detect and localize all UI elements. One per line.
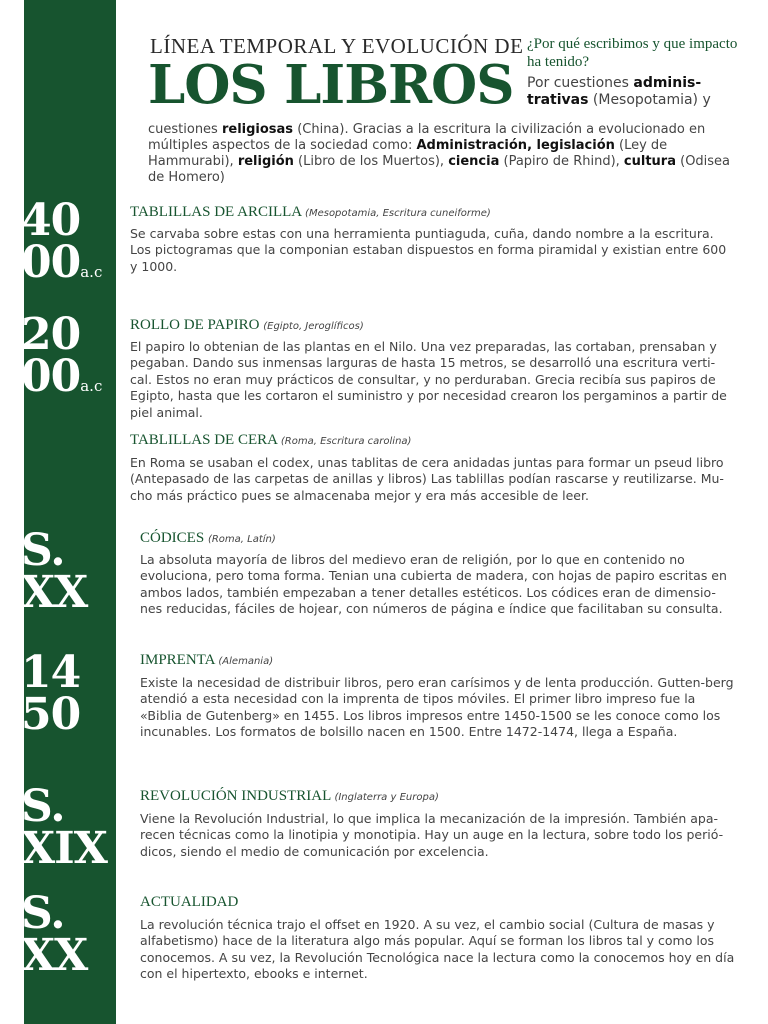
section-title-tablillas-cera: TABLILLAS DE CERA (Roma, Escritura carolina) (130, 432, 412, 448)
timeline-date-4000ac: 40 00a.c (21, 195, 103, 288)
section-body-revolucion-industrial: Viene la Revolución Industrial, lo que implica la mecanización de la impresión. También apa-recen técnicas como la linotipia y monotipia. Hay un auge en la lectura, sobre todo los perió-dicos, siendo el medio de comunicación por excelencia. (140, 811, 724, 859)
timeline-date-sxx-actualidad: S. XX (21, 888, 88, 981)
section-title-revolucion-industrial: REVOLUCIÓN INDUSTRIAL (Inglaterra y Europa) (140, 788, 439, 804)
section-body-rollo-papiro: El papiro lo obtenian de las plantas en el Nilo. Una vez preparadas, las cortaban, prensaban y pegaban. Dando sus inmensas larguras de hasta 15 metros, se desarrolló una escritura verti-cal. Estos no eran muy prácticos de consultar, y no perduraban. Grecia recibía sus papiros de Egipto, hasta que les cortaron el suministro y por necesidad crearon los pergaminos a partir de piel animal. (130, 339, 727, 420)
intro-text-start: Por cuestiones adminis-trativas (Mesopotamia) y (527, 75, 711, 108)
timeline-date-sxx-codices: S. XX (21, 525, 88, 618)
section-body-codices: La absoluta mayoría de libros del medievo eran de religión, por lo que en contenido no evoluciona, pero toma forma. Tenian una cubierta de madera, con hojas de papiro escritas en ambos lados, también empezaban a tener detalles estéticos. Los códices eran de dimensio-nes reducidas, fáciles de hojear, con números de página e índice que facilitaban su consulta. (140, 552, 727, 617)
section-body-actualidad: La revolución técnica trajo el offset en 1920. A su vez, el cambio social (Cultura de masas y alfabetismo) hace de la literatura algo más popular. Aquí se forman los libros tal y como los conocemos. A su vez, la Revolución Tecnológica nace la lectura como la conocemos hoy en día con el hipertexto, ebooks e internet. (140, 917, 735, 982)
timeline-date-2000ac: 20 00a.c (21, 309, 103, 402)
timeline-date-sxix: S. XIX (21, 781, 107, 874)
question-heading: ¿Por qué escribimos y que impacto ha tenido? (527, 36, 738, 70)
section-body-tablillas-cera: En Roma se usaban el codex, unas tablitas de cera anidadas juntas para formar un pseud libro (Antepasado de las carpetas de anillas y libros) Las tablillas podían rascarse y reutilizarse. Mu-cho más práctico pues se almacenaba mejor y era más accesible de leer. (130, 455, 724, 503)
page-title: LOS LIBROS (148, 54, 514, 116)
timeline-date-1450: 14 50 (21, 647, 81, 740)
section-title-rollo-papiro: ROLLO DE PAPIRO (Egipto, Jeroglíficos) (130, 317, 364, 333)
section-body-tablillas-arcilla: Se carvaba sobre estas con una herramienta puntiaguda, cuña, dando nombre a la escritura. Los pictogramas que la componian estaban dispuestos en forma piramidal y existian entre 600 y 1000. (130, 226, 727, 274)
section-title-codices: CÓDICES (Roma, Latín) (140, 530, 276, 546)
section-title-actualidad: ACTUALIDAD (140, 894, 239, 910)
section-body-imprenta: Existe la necesidad de distribuir libros, pero eran carísimos y de lenta producción. Gutten-berg atendió a esta necesidad con la imprenta de tipos móviles. El primer libro impreso fue la «Biblia de Gutenberg» en 1455. Los libros impresos entre 1450-1500 se les conoce como los incunables. Los formatos de bolsillo nacen en 1500. Entre 1472-1474, llega a España. (140, 675, 734, 740)
title-small: LÍNEA TEMPORAL Y EVOLUCIÓN DE (150, 34, 524, 58)
intro-text: cuestiones religiosas (China). Gracias a la escritura la civilización a evolucionado en múltiples aspectos de la sociedad como: Administración, legislación (Ley de Hammurabi), religión (Libro de los Muertos), ciencia (Papiro de Rhind), cultura (Odisea de Homero) (148, 122, 731, 185)
section-title-imprenta: IMPRENTA (Alemania) (140, 652, 274, 668)
section-title-tablillas-arcilla: TABLILLAS DE ARCILLA (Mesopotamia, Escritura cuneiforme) (130, 204, 491, 220)
